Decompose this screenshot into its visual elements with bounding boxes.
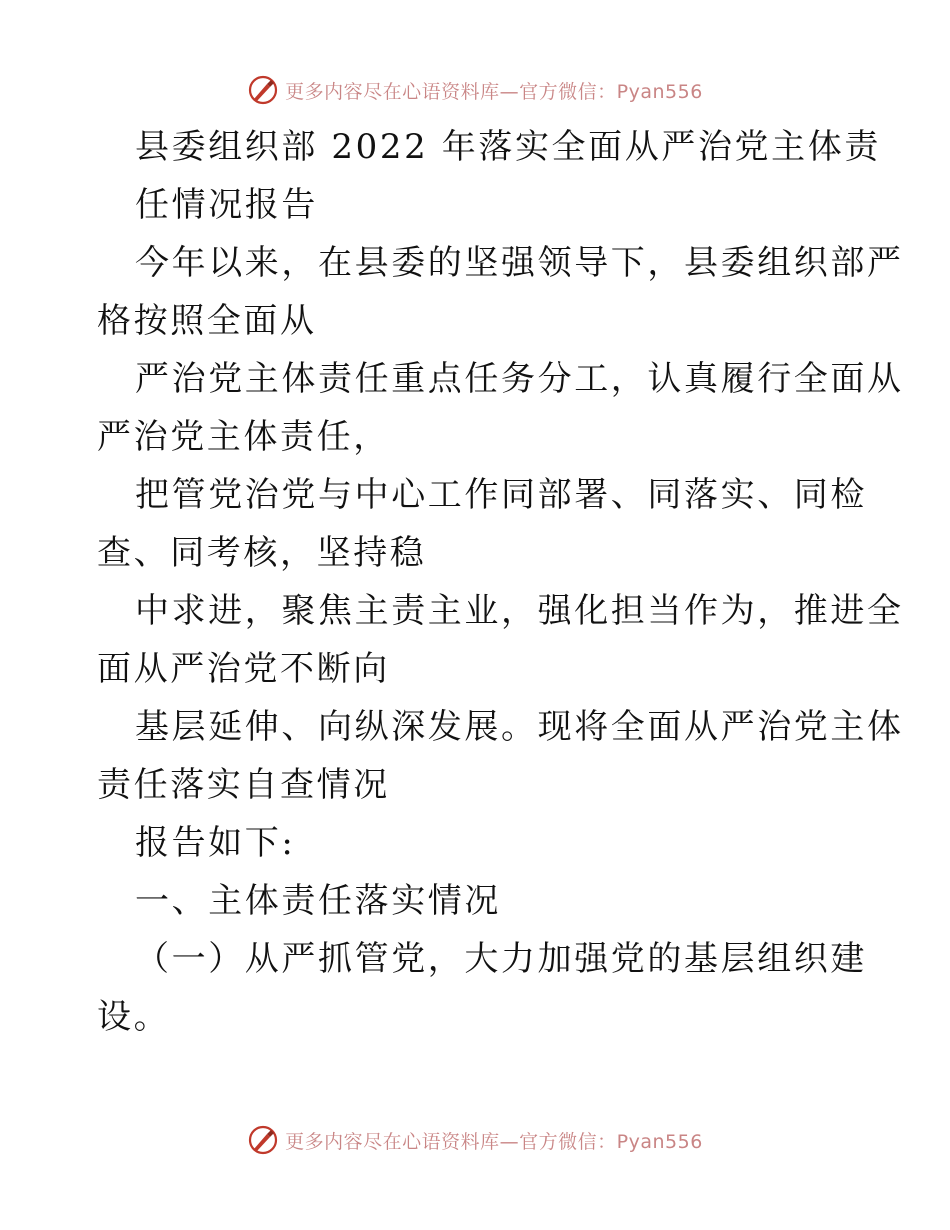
pen-logo-icon (247, 74, 279, 106)
subsection-heading: （一）从严抓管党，大力加强党的基层组织建 (135, 939, 867, 979)
section-heading: 一、主体责任落实情况 (135, 881, 501, 921)
watermark-text: 更多内容尽在心语资料库—官方微信：Pyan556 (285, 1130, 703, 1153)
paragraph-line: 报告如下: (135, 823, 296, 863)
paragraph-line: 设。 (97, 997, 171, 1037)
paragraph-line: 格按照全面从 (97, 301, 317, 341)
paragraph-line: 面从严治党不断向 (97, 649, 390, 689)
document-title-line-2: 任情况报告 (135, 185, 318, 225)
watermark-header (0, 70, 950, 110)
paragraph-line: 基层延伸、向纵深发展。现将全面从严治党主体 (135, 707, 904, 747)
paragraph-line: 查、同考核，坚持稳 (97, 533, 427, 573)
paragraph-line: 把管党治党与中心工作同部署、同落实、同检 (135, 475, 867, 515)
paragraph-line: 严治党主体责任， (97, 417, 390, 457)
paragraph-line: 严治党主体责任重点任务分工，认真履行全面从 (135, 359, 904, 399)
paragraph-line: 今年以来，在县委的坚强领导下，县委组织部严 (135, 243, 904, 283)
paragraph-line: 中求进，聚焦主责主业，强化担当作为，推进全 (135, 591, 904, 631)
document-body (97, 118, 904, 1046)
paragraph-line: 责任落实自查情况 (97, 765, 390, 805)
watermark-footer (0, 1120, 950, 1160)
document-title-line-1: 县委组织部 2022 年落实全面从严治党主体责 (135, 127, 881, 167)
pen-logo-icon (247, 1124, 279, 1156)
watermark-text: 更多内容尽在心语资料库—官方微信：Pyan556 (285, 80, 703, 103)
